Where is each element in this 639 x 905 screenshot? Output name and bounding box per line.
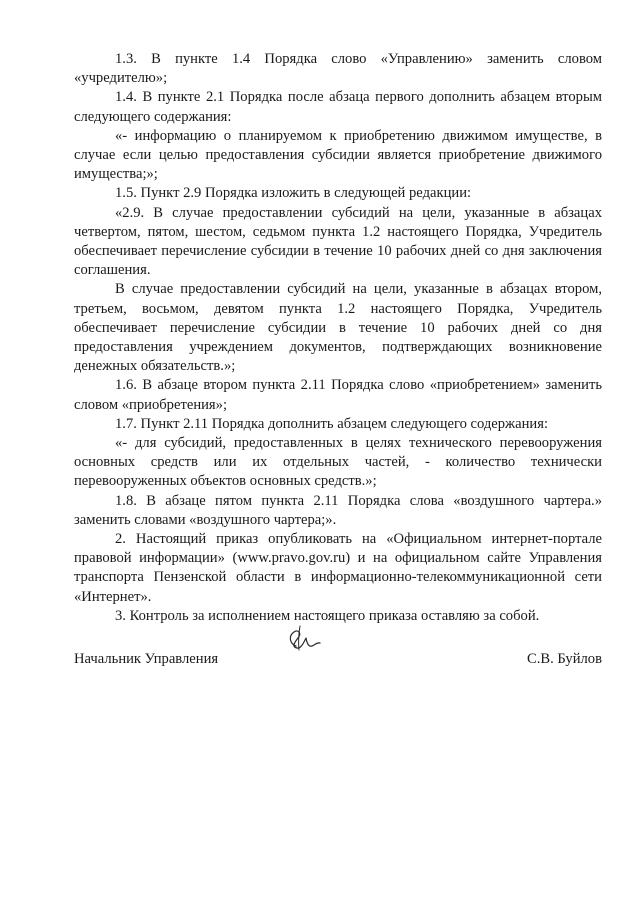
paragraph-3-control: 3. Контроль за исполнением настоящего приказа оставляю за собой. (115, 607, 540, 624)
paragraph-1-5: 1.5. Пункт 2.9 Порядка изложить в следующей редакции: (115, 185, 472, 202)
signatory-name: С.В. Буйлов (526, 651, 602, 667)
signatory-position: Начальник Управления (74, 651, 219, 667)
paragraph-1-6: 1.6. В абзаце втором пункта 2.11 Порядка слово «приобретением» заменить словом «приобретения»; (74, 377, 602, 413)
paragraph-2-9-first: «2.9. В случае предоставлении субсидий на цели, указанные в абзацах четвертом, пятом, шестом, седьмом пункта 1.2 настоящего Порядка, Учредитель обеспечивает перечисление субсидии в течение 10 рабочих дней со дня заключения соглашения. (74, 204, 602, 279)
paragraph-1-7-insert: «- для субсидий, предоставленных в целях технического перевооружения основных средств или их отдельных частей, - количество технически перевооруженных объектов основных средств.»; (74, 435, 602, 490)
signature-block (74, 650, 602, 670)
document-body (74, 50, 602, 626)
paragraph-2-9-second: В случае предоставлении субсидий на цели, указанные в абзацах втором, третьем, восьмом, девятом пункта 1.2 настоящего Порядка, Учредитель обеспечивает перечисление субсидии в течение 10 рабочих дней со дня предоставления учреждением документов, подтверждающих возникновение денежных обязательств.»; (74, 281, 602, 375)
paragraph-1-7: 1.7. Пункт 2.11 Порядка дополнить абзацем следующего содержания: (115, 415, 549, 432)
paragraph-2-publish: 2. Настоящий приказ опубликовать на «Официальном интернет-портале правовой информации» (www.pravo.gov.ru) и на официальном сайте Управления транспорта Пензенской области в информационно-телекоммуникационной сети «Интернет». (74, 531, 602, 605)
paragraph-1-3: 1.3. В пункте 1.4 Порядка слово «Управлению» заменить словом «учредителю»; (74, 51, 602, 87)
paragraph-1-4-insert: «- информацию о планируемом к приобретению движимом имуществе, в случае если целью предоставления субсидии является приобретение движимого имущества;»; (74, 127, 602, 183)
paragraph-1-8: 1.8. В абзаце пятом пункта 2.11 Порядка слова «воздушного чартера.» заменить словами «воздушного чартера;». (74, 492, 602, 528)
paragraph-1-4: 1.4. В пункте 2.1 Порядка после абзаца первого дополнить абзацем вторым следующего содержания: (74, 89, 602, 125)
